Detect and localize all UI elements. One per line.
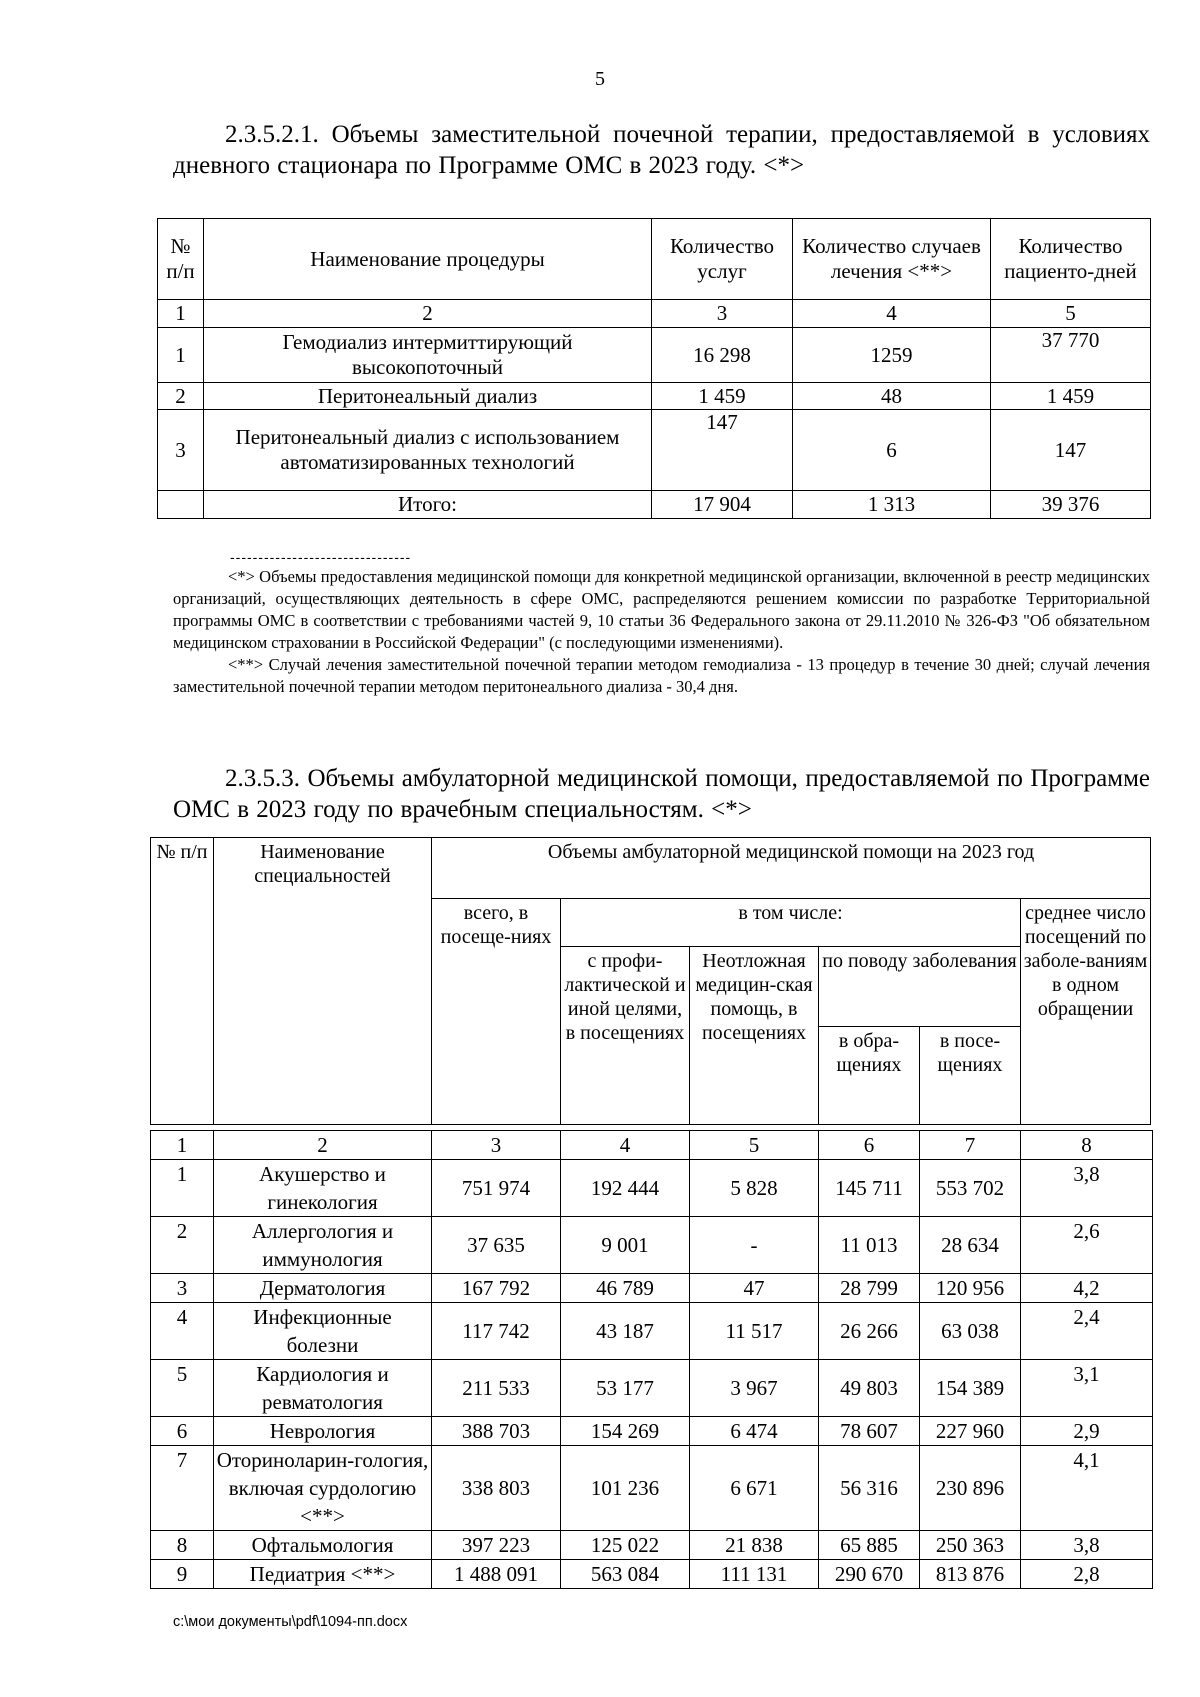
col-number: 8 (1021, 1131, 1153, 1160)
row-cases: 6 (793, 410, 991, 491)
row-services: 147 (652, 410, 793, 491)
table-row (151, 1360, 1153, 1417)
table-row (158, 328, 1151, 383)
row-avg: 2,9 (1021, 1417, 1153, 1446)
row-visits: 28 634 (920, 1217, 1021, 1274)
row-avg: 3,8 (1021, 1160, 1153, 1217)
col-number: 1 (151, 1131, 214, 1160)
table-row (151, 1160, 1153, 1217)
row-cases: 26 266 (819, 1303, 920, 1360)
row-visits: 120 956 (920, 1274, 1021, 1303)
col-number: 2 (204, 300, 652, 328)
table-row (158, 410, 1151, 491)
header-disease-cases: в обра-щениях (819, 1027, 920, 1125)
section-heading-dialysis-text: 2.3.5.2.1. Объемы заместительной почечной терапии, предоставляемой в условиях дневного стационара по Программе ОМС в 2023 году. <*> (173, 121, 1150, 179)
row-visits: 63 038 (920, 1303, 1021, 1360)
row-avg: 3,8 (1021, 1531, 1153, 1560)
col-number: 3 (652, 300, 793, 328)
row-urgent: 11 517 (690, 1303, 819, 1360)
row-num: 8 (151, 1531, 214, 1560)
footer-file-path: c:\мои документы\pdf\1094-пп.docx (173, 1614, 408, 1630)
row-num: 2 (151, 1217, 214, 1274)
total-label: Итого: (204, 491, 652, 519)
row-cases: 1259 (793, 328, 991, 383)
row-specialty: Педиатрия <**> (214, 1560, 432, 1589)
row-num: 4 (151, 1303, 214, 1360)
section-heading-outpatient-text: 2.3.5.3. Объемы амбулаторной медицинской помощи, предоставляемой по Программе ОМС в 2023 году по врачебным специальностям. <*> (173, 765, 1150, 823)
row-prophylactic: 101 236 (561, 1446, 690, 1531)
row-avg: 4,2 (1021, 1274, 1153, 1303)
total-num (158, 491, 204, 519)
header-services: Количество услуг (652, 219, 793, 300)
footnote-1: <*> Объемы предоставления медицинской помощи для конкретной медицинской организации, включенной в реестр медицинских организаций, осуществляющих деятельность в сфере ОМС, распределяются решением комиссии по разработке Территориальной программы ОМС в соответствии с требованиями частей 9, 10 статьи 36 Федерального закона от 29.11.2010 № 326-ФЗ "Об обязательном медицинском страховании в Российской Федерации" (с последующими изменениями). (173, 567, 1150, 652)
table-row (151, 1303, 1153, 1360)
row-visits: 250 363 (920, 1531, 1021, 1560)
row-num: 9 (151, 1560, 214, 1589)
row-procedure: Перитонеальный диализ (204, 383, 652, 410)
col-number: 5 (690, 1131, 819, 1160)
row-visits: 553 702 (920, 1160, 1021, 1217)
table-row (151, 1446, 1153, 1531)
row-specialty: Акушерство и гинекология (214, 1160, 432, 1217)
row-prophylactic: 9 001 (561, 1217, 690, 1274)
header-num: № п/п (151, 838, 214, 1125)
row-cases: 49 803 (819, 1360, 920, 1417)
header-including: в том числе: (561, 899, 1021, 947)
row-cases: 28 799 (819, 1274, 920, 1303)
row-cases: 11 013 (819, 1217, 920, 1274)
row-avg: 2,8 (1021, 1560, 1153, 1589)
row-avg: 4,1 (1021, 1446, 1153, 1531)
row-specialty: Кардиология и ревматология (214, 1360, 432, 1417)
row-avg: 2,4 (1021, 1303, 1153, 1360)
row-specialty: Оториноларин-гология, включая сурдологию <**> (214, 1446, 432, 1531)
row-urgent: - (690, 1217, 819, 1274)
row-cases: 78 607 (819, 1417, 920, 1446)
header-disease: по поводу заболевания (819, 947, 1021, 1027)
header-disease-visits: в посе-щениях (920, 1027, 1021, 1125)
outpatient-volumes-table (150, 1130, 1153, 1589)
row-procedure: Перитонеальный диализ с использованием автоматизированных технологий (204, 410, 652, 491)
row-urgent: 6 671 (690, 1446, 819, 1531)
row-total: 338 803 (432, 1446, 561, 1531)
col-number: 6 (819, 1131, 920, 1160)
row-total: 211 533 (432, 1360, 561, 1417)
section-heading-dialysis (173, 119, 1150, 181)
row-visits: 154 389 (920, 1360, 1021, 1417)
row-services: 16 298 (652, 328, 793, 383)
row-total: 751 974 (432, 1160, 561, 1217)
row-services: 1 459 (652, 383, 793, 410)
table-row (151, 1531, 1153, 1560)
row-total: 388 703 (432, 1417, 561, 1446)
col-number: 1 (158, 300, 204, 328)
row-num: 6 (151, 1417, 214, 1446)
row-urgent: 5 828 (690, 1160, 819, 1217)
col-number: 3 (432, 1131, 561, 1160)
row-patient-days: 37 770 (991, 328, 1151, 383)
row-prophylactic: 53 177 (561, 1360, 690, 1417)
header-procedure: Наименование процедуры (204, 219, 652, 300)
row-specialty: Неврология (214, 1417, 432, 1446)
col-number: 2 (214, 1131, 432, 1160)
row-visits: 813 876 (920, 1560, 1021, 1589)
footnotes (173, 566, 1150, 698)
col-number: 5 (991, 300, 1151, 328)
header-total: всего, в посеще-ниях (432, 899, 561, 1125)
table-row (151, 1417, 1153, 1446)
row-patient-days: 147 (991, 410, 1151, 491)
header-urgent: Неотложная медицин-ская помощь, в посещениях (690, 947, 819, 1125)
row-total: 167 792 (432, 1274, 561, 1303)
row-urgent: 6 474 (690, 1417, 819, 1446)
page-number: 5 (595, 68, 605, 90)
row-patient-days: 1 459 (991, 383, 1151, 410)
row-specialty: Дерматология (214, 1274, 432, 1303)
header-prophylactic: с профи-лактической и иной целями, в посещениях (561, 947, 690, 1125)
table-row (151, 1560, 1153, 1589)
row-prophylactic: 192 444 (561, 1160, 690, 1217)
row-visits: 230 896 (920, 1446, 1021, 1531)
row-total: 117 742 (432, 1303, 561, 1360)
row-num: 3 (158, 410, 204, 491)
row-avg: 2,6 (1021, 1217, 1153, 1274)
footnote-2: <**> Случай лечения заместительной почечной терапии методом гемодиализа - 13 процедур в течение 30 дней; случай лечения заместительной почечной терапии методом перитонеального диализа - 30,4 дня. (173, 655, 1150, 696)
row-prophylactic: 563 084 (561, 1560, 690, 1589)
row-num: 7 (151, 1446, 214, 1531)
section-heading-outpatient (173, 763, 1150, 825)
row-urgent: 111 131 (690, 1560, 819, 1589)
header-patient-days: Количество пациенто-дней (991, 219, 1151, 300)
row-cases: 48 (793, 383, 991, 410)
row-urgent: 3 967 (690, 1360, 819, 1417)
row-num: 5 (151, 1360, 214, 1417)
row-specialty: Аллергология и иммунология (214, 1217, 432, 1274)
row-prophylactic: 125 022 (561, 1531, 690, 1560)
table-row (158, 383, 1151, 410)
row-total: 397 223 (432, 1531, 561, 1560)
header-cases: Количество случаев лечения <**> (793, 219, 991, 300)
row-num: 1 (151, 1160, 214, 1217)
row-cases: 56 316 (819, 1446, 920, 1531)
row-specialty: Инфекционные болезни (214, 1303, 432, 1360)
row-cases: 65 885 (819, 1531, 920, 1560)
row-procedure: Гемодиализ интермиттирующий высокопоточный (204, 328, 652, 383)
row-cases: 290 670 (819, 1560, 920, 1589)
row-num: 1 (158, 328, 204, 383)
dialysis-volumes-table (157, 218, 1151, 519)
row-num: 3 (151, 1274, 214, 1303)
row-visits: 227 960 (920, 1417, 1021, 1446)
row-prophylactic: 46 789 (561, 1274, 690, 1303)
total-row (158, 491, 1151, 519)
row-cases: 145 711 (819, 1160, 920, 1217)
total-services: 17 904 (652, 491, 793, 519)
header-avg: среднее число посещений по заболе-ваниям в одном обращении (1021, 899, 1151, 1125)
col-number: 4 (561, 1131, 690, 1160)
row-specialty: Офтальмология (214, 1531, 432, 1560)
row-num: 2 (158, 383, 204, 410)
row-total: 1 488 091 (432, 1560, 561, 1589)
row-prophylactic: 43 187 (561, 1303, 690, 1360)
footnote-separator: -------------------------------- (230, 549, 412, 565)
row-urgent: 47 (690, 1274, 819, 1303)
header-specialty: Наименование специальностей (214, 838, 432, 1125)
total-patient-days: 39 376 (991, 491, 1151, 519)
table-header-row (158, 219, 1151, 300)
row-prophylactic: 154 269 (561, 1417, 690, 1446)
table-row (151, 1217, 1153, 1274)
outpatient-table-header (150, 837, 1151, 1125)
col-number: 4 (793, 300, 991, 328)
column-number-row (158, 300, 1151, 328)
table-row (151, 1274, 1153, 1303)
header-group: Объемы амбулаторной медицинской помощи на 2023 год (432, 838, 1151, 899)
row-total: 37 635 (432, 1217, 561, 1274)
row-avg: 3,1 (1021, 1360, 1153, 1417)
total-cases: 1 313 (793, 491, 991, 519)
col-number: 7 (920, 1131, 1021, 1160)
row-urgent: 21 838 (690, 1531, 819, 1560)
header-num: № п/п (158, 219, 204, 300)
column-number-row (151, 1131, 1153, 1160)
